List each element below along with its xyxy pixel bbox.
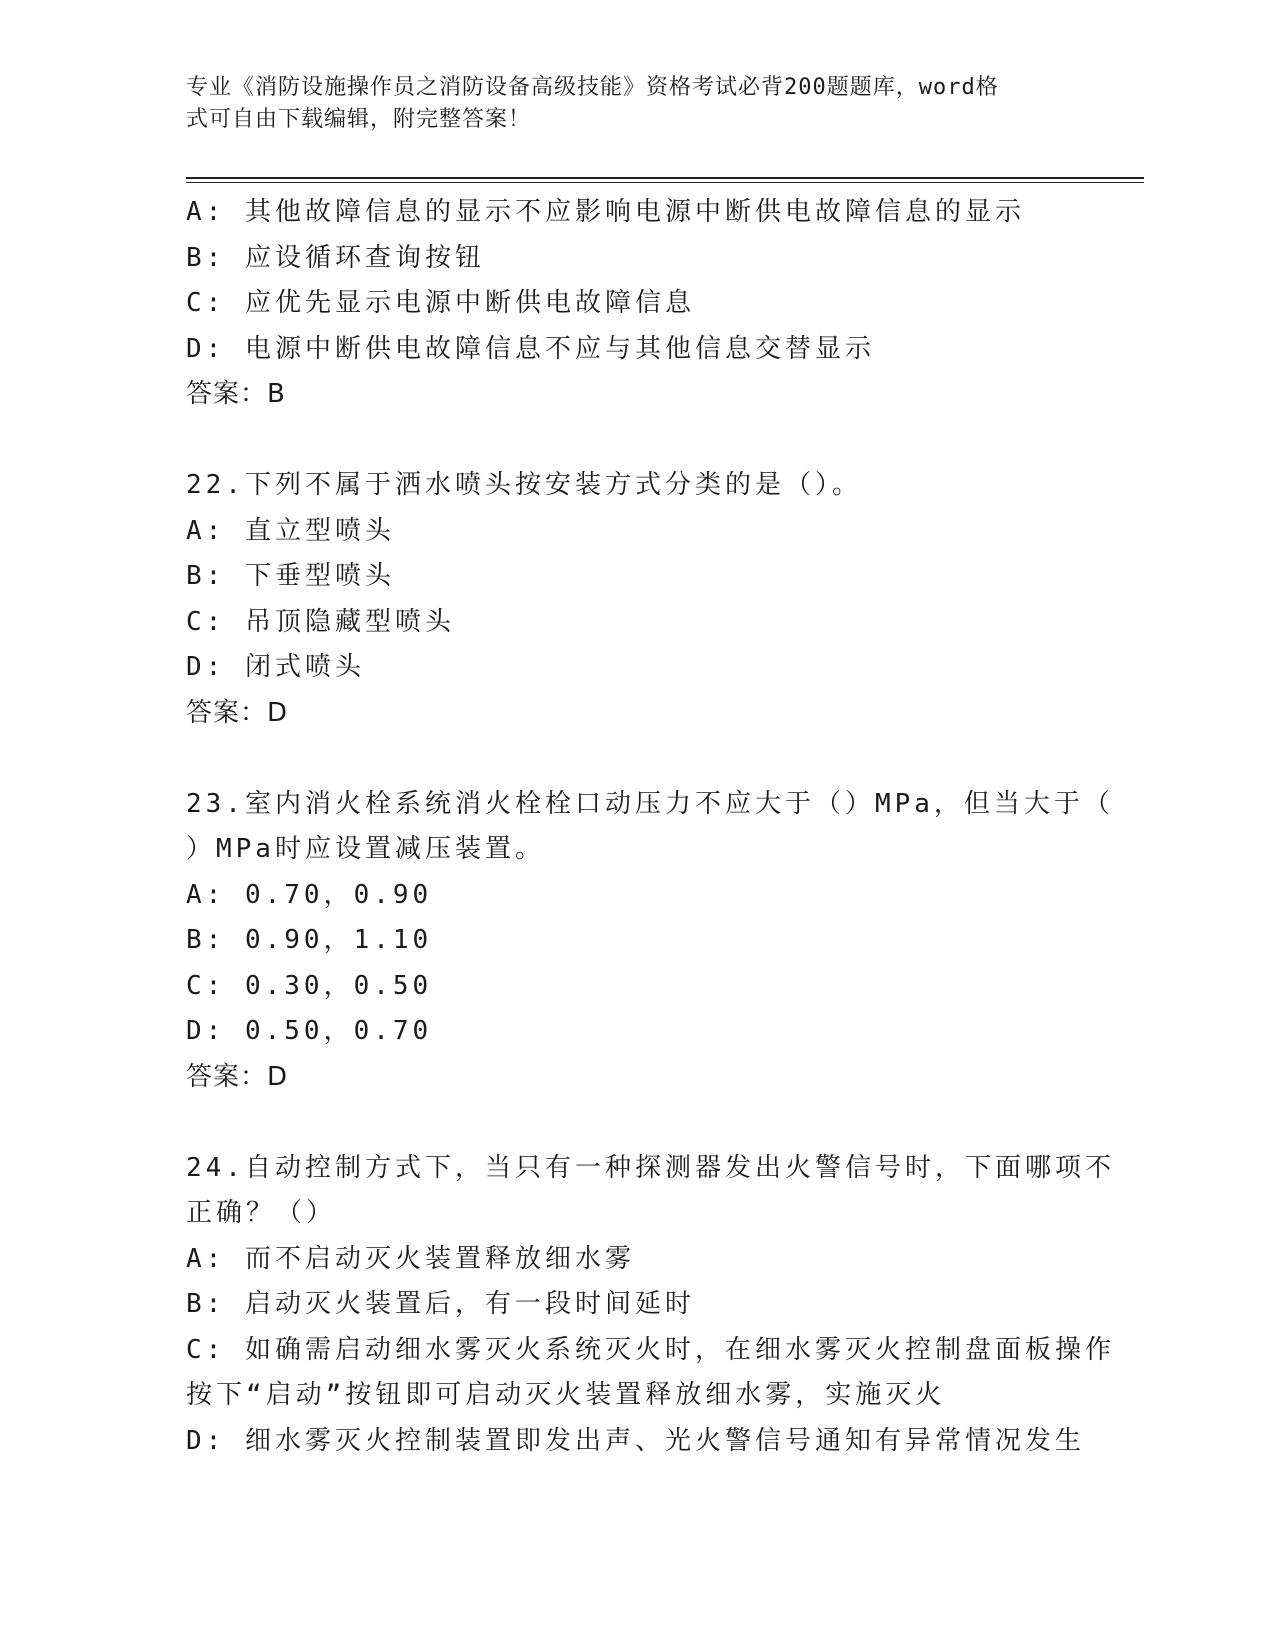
q24-option-c-line-2: 按下“启动”按钮即可启动灭火装置释放细水雾，实施灭火: [186, 1380, 946, 1410]
q23-option-b: B: 0.90，1.10: [186, 925, 433, 955]
q24-option-a: A: 而不启动灭火装置释放细水雾: [186, 1243, 635, 1274]
q24-question-line-1: 24.自动控制方式下，当只有一种探测器发出火警信号时，下面哪项不: [186, 1152, 1115, 1183]
header-divider-thick: [186, 177, 1144, 179]
header-line-1: 专业《消防设施操作员之消防设备高级技能》资格考试必背200题题库，word格: [186, 75, 999, 100]
q24-question-line-2: 正确？（）: [186, 1198, 337, 1228]
q23-question-line-1: 23.室内消火栓系统消火栓栓口动压力不应大于（）MPa，但当大于（: [186, 788, 1114, 819]
q21-option-a: A: 其他故障信息的显示不应影响电源中断供电故障信息的显示: [186, 197, 1025, 227]
q22-answer: 答案：D: [186, 697, 289, 728]
document-header: [186, 72, 1086, 136]
q21-option-c: C: 应优先显示电源中断供电故障信息: [186, 288, 695, 318]
q23-option-c: C: 0.30，0.50: [186, 970, 433, 1001]
question-content: [186, 190, 1115, 1464]
header-divider-thin: [186, 182, 1144, 183]
q22-option-b: B: 下垂型喷头: [186, 561, 395, 591]
q24-option-b: B: 启动灭火装置后，有一段时间延时: [186, 1289, 695, 1319]
spacer: [186, 418, 1086, 464]
q22-option-c: C: 吊顶隐藏型喷头: [186, 606, 455, 637]
q24-option-d: D: 细水雾灭火控制装置即发出声、光火警信号通知有异常情况发生: [186, 1425, 1085, 1456]
q22-question: 22.下列不属于洒水喷头按安装方式分类的是（）。: [186, 470, 862, 500]
q21-answer: 答案：B: [186, 379, 286, 409]
q21-option-d: D: 电源中断供电故障信息不应与其他信息交替显示: [186, 333, 875, 364]
q22-option-d: D: 闭式喷头: [186, 652, 365, 682]
q22-option-a: A: 直立型喷头: [186, 515, 395, 546]
header-line-2: 式可自由下载编辑，附完整答案！: [186, 107, 532, 132]
spacer: [186, 736, 1086, 782]
q23-question-line-2: ）MPa时应设置减压装置。: [186, 834, 545, 864]
q23-option-d: D: 0.50，0.70: [186, 1016, 433, 1046]
q24-option-c-line-1: C: 如确需启动细水雾灭火系统灭火时，在细水雾灭火控制盘面板操作: [186, 1334, 1115, 1365]
q23-answer: 答案：D: [186, 1061, 289, 1092]
q21-option-b: B: 应设循环查询按钮: [186, 242, 485, 273]
spacer: [186, 1100, 1086, 1146]
q23-option-a: A: 0.70，0.90: [186, 879, 433, 910]
